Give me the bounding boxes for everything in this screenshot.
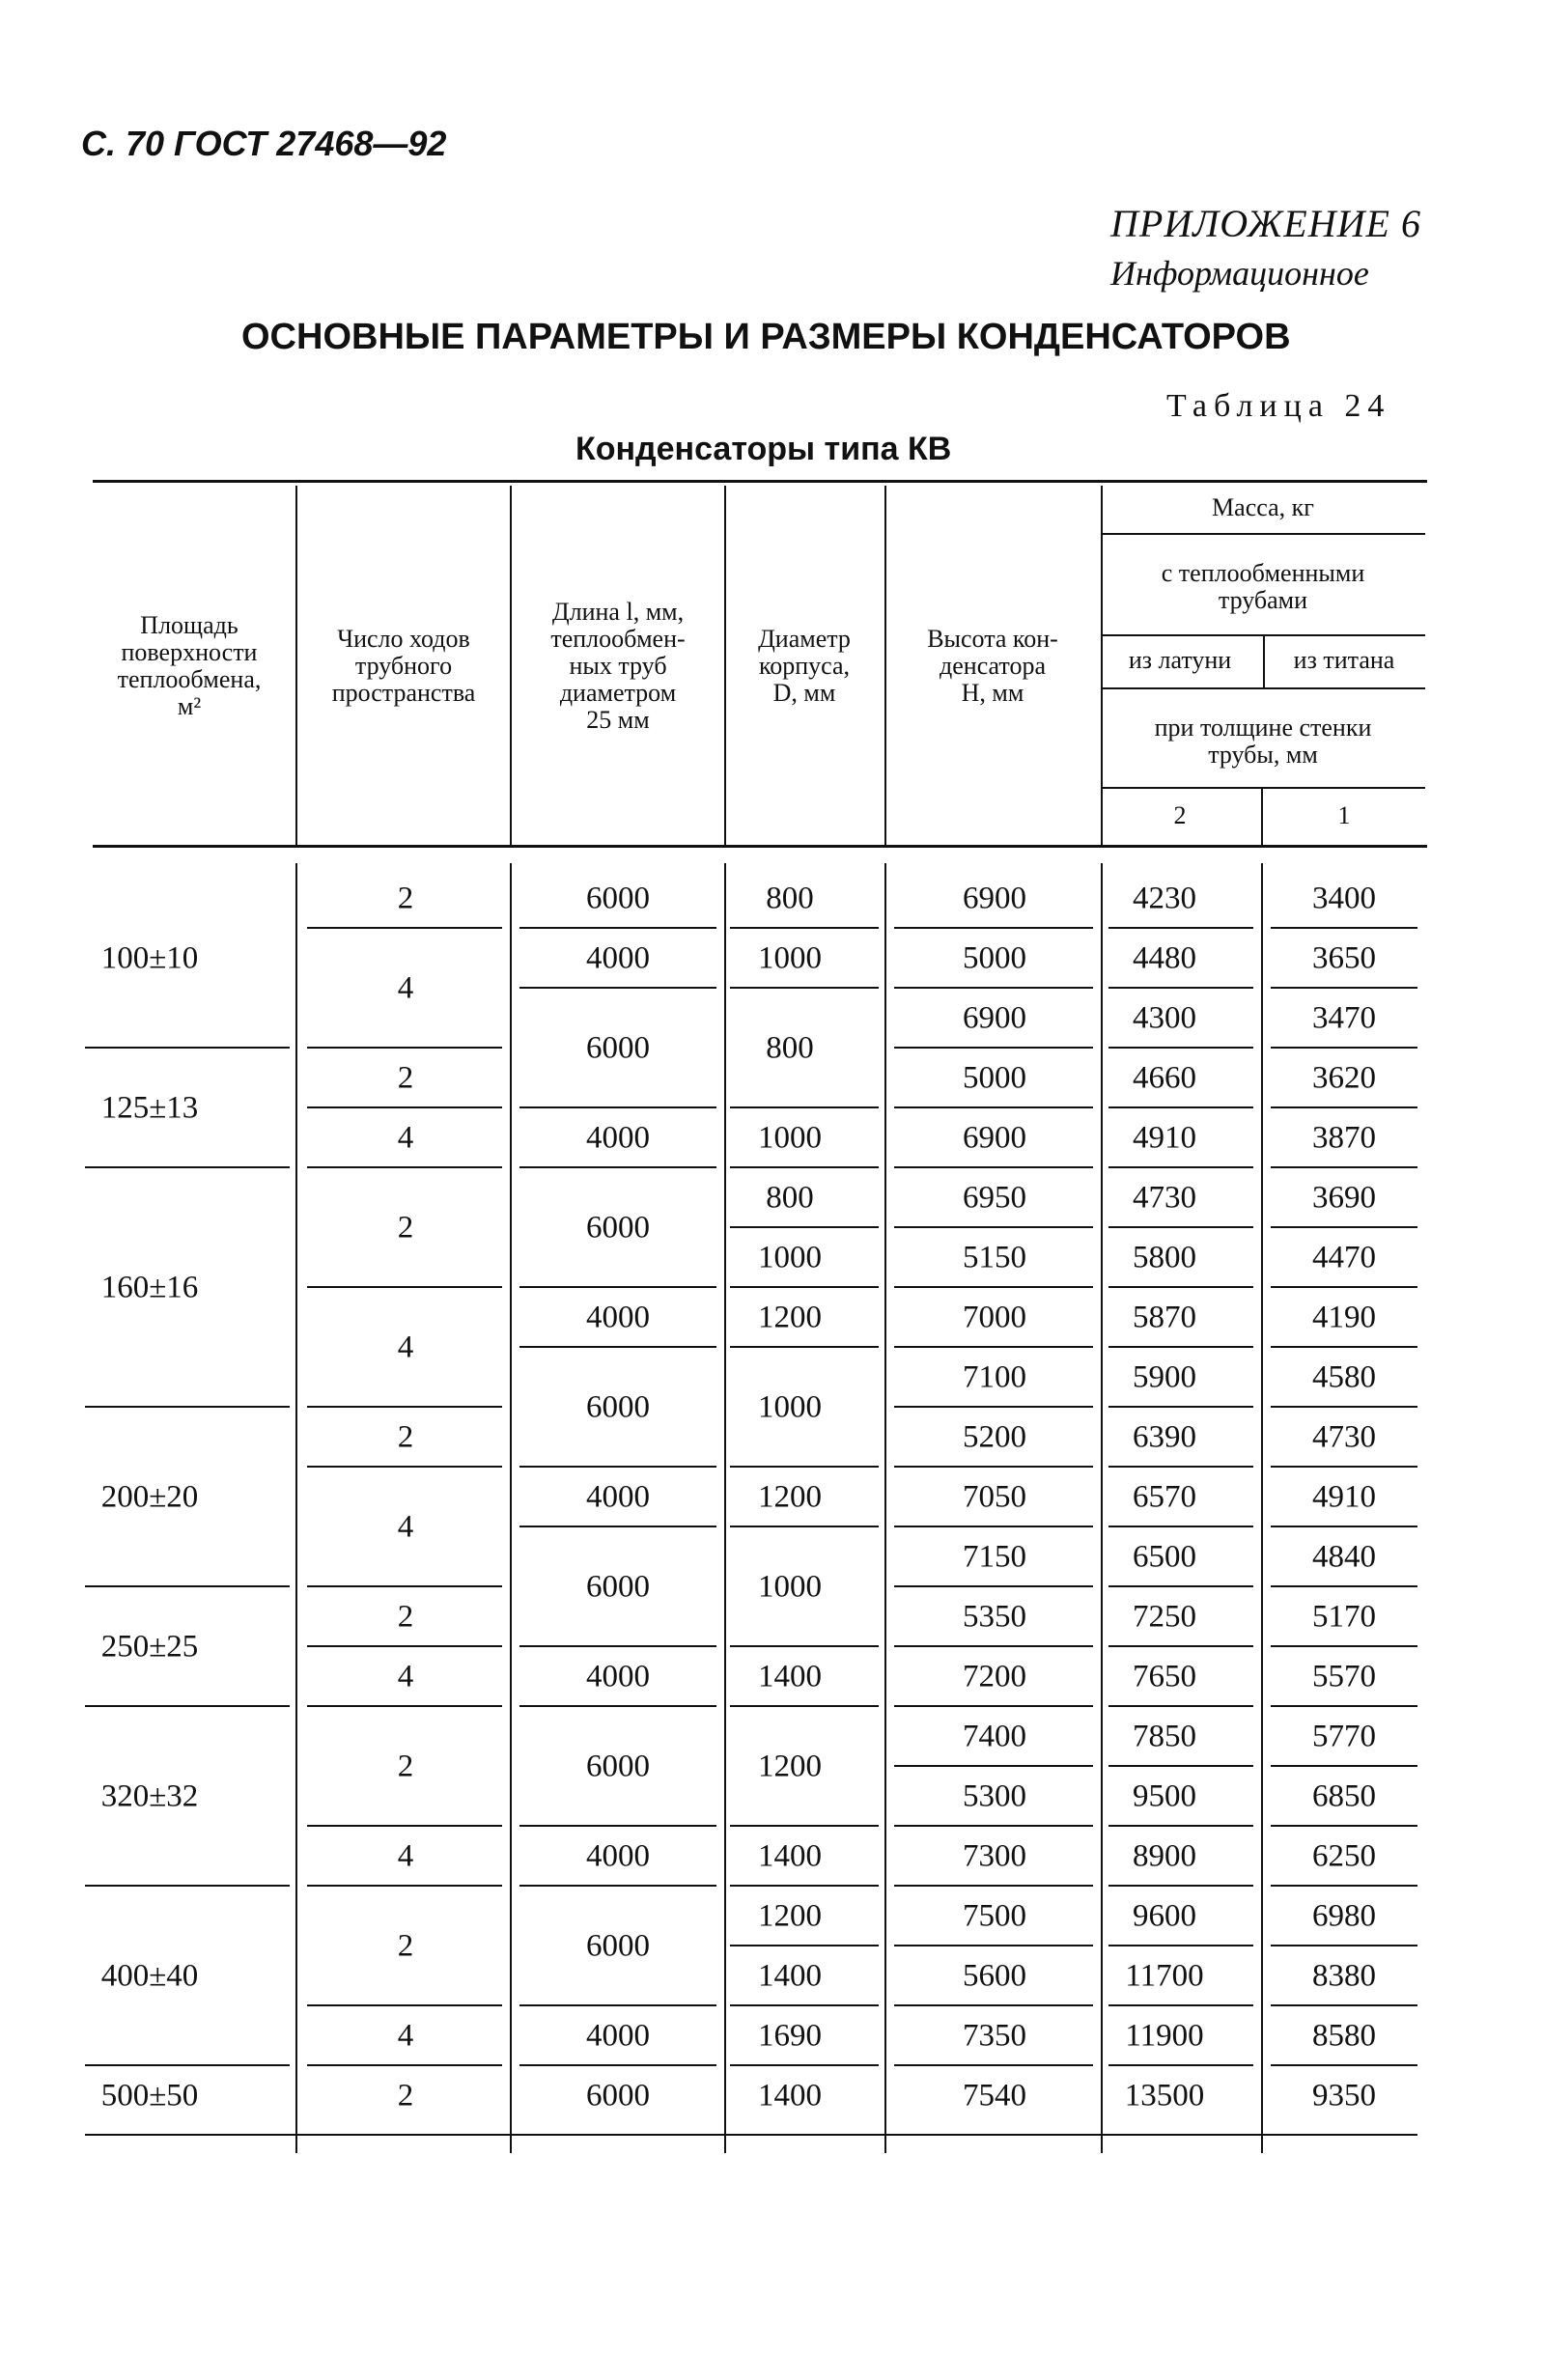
height-cell: 5150 (963, 1240, 1026, 1275)
brass-cell-rule (1108, 2064, 1253, 2066)
area-cell: 160±16 (100, 1270, 199, 1305)
length-cell-rule (519, 1286, 716, 1288)
diameter-cell: 1200 (758, 1898, 822, 1934)
passes-cell-rule (307, 927, 502, 929)
height-cell: 6900 (963, 1000, 1026, 1036)
passes-cell: 4 (397, 1659, 414, 1694)
header-vline-3 (724, 486, 726, 845)
length-cell-rule (519, 1885, 716, 1887)
height-cell-rule (894, 1047, 1093, 1049)
header-vline-2 (510, 486, 512, 845)
diameter-cell: 1400 (758, 1659, 822, 1694)
length-cell: 6000 (586, 1210, 650, 1246)
brass-cell-rule (1108, 987, 1253, 989)
length-cell: 4000 (586, 1120, 650, 1156)
height-cell: 6900 (963, 881, 1026, 916)
brass-cell: 5870 (1133, 1300, 1196, 1335)
height-cell-rule (894, 1885, 1093, 1887)
brass-cell-rule (1108, 1825, 1253, 1827)
brass-cell: 7850 (1133, 1719, 1196, 1754)
area-cell-rule (85, 1585, 290, 1587)
diameter-cell-rule (730, 1106, 879, 1108)
height-cell-rule (894, 1765, 1093, 1767)
titanium-cell: 3650 (1312, 940, 1376, 976)
diameter-cell: 1400 (758, 1958, 822, 1994)
titanium-cell: 5170 (1312, 1599, 1376, 1635)
height-cell-rule (894, 1466, 1093, 1468)
diameter-cell-rule (730, 1286, 879, 1288)
col-header-passes: Число ходов трубного пространства (331, 625, 476, 707)
passes-cell: 4 (397, 1330, 414, 1365)
brass-cell-rule (1108, 1466, 1253, 1468)
mass-header-rule (1101, 533, 1425, 535)
height-cell: 7200 (963, 1659, 1026, 1694)
length-cell: 4000 (586, 2018, 650, 2054)
diameter-cell: 1200 (758, 1749, 822, 1784)
titanium-cell: 4840 (1312, 1539, 1376, 1575)
length-cell: 4000 (586, 940, 650, 976)
height-cell-rule (894, 1945, 1093, 1946)
brass-cell: 11900 (1125, 2018, 1204, 2054)
brass-cell: 7650 (1133, 1659, 1196, 1694)
diameter-cell-rule (730, 1705, 879, 1707)
brass-cell-rule (1108, 2004, 1253, 2006)
length-cell: 4000 (586, 1479, 650, 1515)
diameter-cell-rule (730, 1945, 879, 1946)
area-cell: 200±20 (100, 1479, 199, 1515)
col-header-diameter: Диаметр корпуса, D, мм (758, 625, 851, 707)
passes-cell: 4 (397, 1838, 414, 1874)
titanium-cell-rule (1271, 1526, 1417, 1527)
appendix-label: ПРИЛОЖЕНИЕ 6 (1110, 202, 1421, 245)
body-vline-6 (1261, 863, 1263, 2153)
passes-cell: 4 (397, 970, 414, 1006)
col-header-area: Площадь поверхности теплообмена, м² (117, 611, 262, 720)
col-header-with-tubes: с теплообменными трубами (1161, 559, 1365, 614)
brass-cell-rule (1108, 1945, 1253, 1946)
height-cell: 6950 (963, 1180, 1026, 1216)
passes-cell: 4 (397, 1509, 414, 1545)
height-cell-rule (894, 1166, 1093, 1168)
length-cell: 6000 (586, 881, 650, 916)
col-header-wall-2: 2 (1173, 801, 1187, 829)
titanium-cell: 3470 (1312, 1000, 1376, 1036)
height-cell-rule (894, 1406, 1093, 1408)
brass-cell-rule (1108, 1406, 1253, 1408)
titanium-cell-rule (1271, 1406, 1417, 1408)
page-reference: С. 70 ГОСТ 27468—92 (81, 124, 447, 163)
material-rule (1101, 687, 1425, 689)
length-cell-rule (519, 1645, 716, 1647)
brass-cell-rule (1108, 1885, 1253, 1887)
titanium-cell: 6980 (1312, 1898, 1376, 1934)
passes-cell: 4 (397, 1120, 414, 1156)
passes-cell-rule (307, 1106, 502, 1108)
length-cell: 4000 (586, 1838, 650, 1874)
height-cell: 5600 (963, 1958, 1026, 1994)
diameter-cell-rule (730, 1885, 879, 1887)
brass-cell: 4910 (1133, 1120, 1196, 1156)
height-cell: 7050 (963, 1479, 1026, 1515)
height-cell: 7100 (963, 1359, 1026, 1395)
titanium-cell: 8580 (1312, 2018, 1376, 2054)
titanium-cell: 5570 (1312, 1659, 1376, 1694)
col-header-wall-1: 1 (1337, 801, 1351, 829)
passes-cell: 2 (397, 1928, 414, 1964)
passes-cell: 2 (397, 1419, 414, 1455)
area-cell: 125±13 (100, 1090, 199, 1126)
area-cell: 400±40 (100, 1958, 199, 1994)
length-cell: 4000 (586, 1300, 650, 1335)
header-vline-1 (295, 486, 297, 845)
diameter-cell-rule (730, 1466, 879, 1468)
brass-cell: 4660 (1133, 1060, 1196, 1096)
col-header-length: Длина l, мм, теплообмен- ных труб диаметром 25 мм (550, 598, 686, 734)
passes-cell-rule (307, 1645, 502, 1647)
brass-cell: 6500 (1133, 1539, 1196, 1575)
titanium-cell: 3400 (1312, 881, 1376, 916)
body-vline-4 (884, 863, 886, 2153)
height-cell-rule (894, 1346, 1093, 1348)
diameter-cell: 1200 (758, 1300, 822, 1335)
length-cell: 6000 (586, 1569, 650, 1605)
passes-cell-rule (307, 1047, 502, 1049)
length-cell: 4000 (586, 1659, 650, 1694)
brass-cell: 4730 (1133, 1180, 1196, 1216)
height-cell-rule (894, 1286, 1093, 1288)
length-cell: 6000 (586, 1389, 650, 1425)
titanium-cell: 5770 (1312, 1719, 1376, 1754)
titanium-cell: 6250 (1312, 1838, 1376, 1874)
area-cell: 250±25 (100, 1629, 199, 1665)
col-header-mass: Масса, кг (1212, 493, 1314, 521)
titanium-cell-rule (1271, 2004, 1417, 2006)
brass-cell: 4300 (1133, 1000, 1196, 1036)
height-cell-rule (894, 1585, 1093, 1587)
area-cell-rule (85, 1166, 290, 1168)
height-cell-rule (894, 1825, 1093, 1827)
titanium-cell-rule (1271, 1945, 1417, 1946)
height-cell-rule (894, 2064, 1093, 2066)
length-cell-rule (519, 1825, 716, 1827)
area-cell-rule (85, 1047, 290, 1049)
passes-cell-rule (307, 1885, 502, 1887)
brass-cell-rule (1108, 1585, 1253, 1587)
table-label: Таблица 24 (1166, 388, 1391, 424)
titanium-cell-rule (1271, 1825, 1417, 1827)
length-cell-rule (519, 987, 716, 989)
body-vline-1 (295, 863, 297, 2153)
height-cell-rule (894, 1226, 1093, 1228)
diameter-cell-rule (730, 1226, 879, 1228)
height-cell: 7350 (963, 2018, 1026, 2054)
passes-cell-rule (307, 2004, 502, 2006)
height-cell: 7300 (963, 1838, 1026, 1874)
diameter-cell: 800 (766, 1180, 814, 1216)
passes-cell: 4 (397, 2018, 414, 2054)
brass-cell-rule (1108, 1286, 1253, 1288)
titanium-cell-rule (1271, 927, 1417, 929)
col-header-height: Высота кон- денсатора H, мм (927, 625, 1058, 707)
area-cell-rule (85, 1406, 290, 1408)
diameter-cell: 1690 (758, 2018, 822, 2054)
height-cell: 5000 (963, 1060, 1026, 1096)
header-bottom-rule (93, 845, 1427, 848)
table-top-rule (93, 480, 1427, 483)
diameter-cell: 1400 (758, 1838, 822, 1874)
passes-cell-rule (307, 1466, 502, 1468)
length-cell-rule (519, 1466, 716, 1468)
area-cell: 100±10 (100, 940, 199, 976)
length-cell-rule (519, 1526, 716, 1527)
titanium-cell-rule (1271, 1466, 1417, 1468)
brass-cell-rule (1108, 1106, 1253, 1108)
diameter-cell: 1200 (758, 1479, 822, 1515)
length-cell: 6000 (586, 1030, 650, 1066)
area-cell-rule (85, 1885, 290, 1887)
col-header-titanium: из титана (1293, 646, 1395, 674)
diameter-cell: 1000 (758, 1120, 822, 1156)
diameter-cell-rule (730, 987, 879, 989)
brass-cell: 6390 (1133, 1419, 1196, 1455)
length-cell: 6000 (586, 1928, 650, 1964)
table-bottom-rule (85, 2134, 1417, 2136)
diameter-cell: 1000 (758, 1569, 822, 1605)
passes-cell: 2 (397, 1210, 414, 1246)
length-cell-rule (519, 1346, 716, 1348)
brass-cell-rule (1108, 1226, 1253, 1228)
passes-cell: 2 (397, 881, 414, 916)
titanium-cell-rule (1271, 1585, 1417, 1587)
height-cell-rule (894, 2004, 1093, 2006)
diameter-cell-rule (730, 927, 879, 929)
body-vline-5 (1101, 863, 1103, 2153)
titanium-cell: 4190 (1312, 1300, 1376, 1335)
body-vline-2 (510, 863, 512, 2153)
area-cell: 500±50 (100, 2078, 199, 2114)
titanium-cell: 4470 (1312, 1240, 1376, 1275)
brass-cell-rule (1108, 1645, 1253, 1647)
diameter-cell-rule (730, 1526, 879, 1527)
passes-cell: 2 (397, 2078, 414, 2114)
diameter-cell-rule (730, 1645, 879, 1647)
header-vline-thickness (1261, 787, 1263, 845)
length-cell-rule (519, 2004, 716, 2006)
length-cell-rule (519, 1106, 716, 1108)
passes-cell: 2 (397, 1749, 414, 1784)
brass-cell-rule (1108, 927, 1253, 929)
titanium-cell-rule (1271, 1226, 1417, 1228)
brass-cell: 4480 (1133, 940, 1196, 976)
titanium-cell-rule (1271, 1047, 1417, 1049)
height-cell-rule (894, 1645, 1093, 1647)
titanium-cell-rule (1271, 1346, 1417, 1348)
height-cell: 5200 (963, 1419, 1026, 1455)
brass-cell-rule (1108, 1047, 1253, 1049)
height-cell-rule (894, 1526, 1093, 1527)
height-cell: 7400 (963, 1719, 1026, 1754)
table-title: Конденсаторы типа КВ (575, 431, 952, 467)
titanium-cell: 4910 (1312, 1479, 1376, 1515)
height-cell: 7150 (963, 1539, 1026, 1575)
col-header-brass: из латуни (1128, 646, 1232, 674)
header-vline-5 (1101, 486, 1103, 845)
titanium-cell-rule (1271, 2064, 1417, 2066)
brass-cell-rule (1108, 1346, 1253, 1348)
diameter-cell: 800 (766, 881, 814, 916)
titanium-cell-rule (1271, 1286, 1417, 1288)
header-vline-4 (884, 486, 886, 845)
titanium-cell-rule (1271, 1645, 1417, 1647)
titanium-cell: 3870 (1312, 1120, 1376, 1156)
area-cell-rule (85, 1705, 290, 1707)
height-cell-rule (894, 927, 1093, 929)
passes-cell-rule (307, 1825, 502, 1827)
titanium-cell: 3620 (1312, 1060, 1376, 1096)
length-cell-rule (519, 1705, 716, 1707)
height-cell: 5300 (963, 1778, 1026, 1814)
height-cell: 7500 (963, 1898, 1026, 1934)
titanium-cell-rule (1271, 987, 1417, 989)
brass-cell-rule (1108, 1705, 1253, 1707)
titanium-cell: 4730 (1312, 1419, 1376, 1455)
length-cell-rule (519, 927, 716, 929)
titanium-cell-rule (1271, 1705, 1417, 1707)
height-cell: 6900 (963, 1120, 1026, 1156)
titanium-cell: 6850 (1312, 1778, 1376, 1814)
passes-cell-rule (307, 1286, 502, 1288)
diameter-cell-rule (730, 2004, 879, 2006)
height-cell-rule (894, 987, 1093, 989)
brass-cell: 9500 (1133, 1778, 1196, 1814)
passes-cell: 2 (397, 1599, 414, 1635)
height-cell-rule (894, 1705, 1093, 1707)
diameter-cell-rule (730, 1166, 879, 1168)
brass-cell: 4230 (1133, 881, 1196, 916)
brass-cell: 6570 (1133, 1479, 1196, 1515)
diameter-cell-rule (730, 1825, 879, 1827)
body-vline-3 (724, 863, 726, 2153)
brass-cell: 8900 (1133, 1838, 1196, 1874)
titanium-cell-rule (1271, 1106, 1417, 1108)
titanium-cell-rule (1271, 1166, 1417, 1168)
diameter-cell-rule (730, 1346, 879, 1348)
brass-cell: 11700 (1125, 1958, 1204, 1994)
passes-cell: 2 (397, 1060, 414, 1096)
titanium-cell-rule (1271, 1885, 1417, 1887)
area-cell: 320±32 (100, 1778, 199, 1814)
brass-cell-rule (1108, 1765, 1253, 1767)
diameter-cell: 800 (766, 1030, 814, 1066)
passes-cell-rule (307, 1406, 502, 1408)
length-cell: 6000 (586, 2078, 650, 2114)
titanium-cell: 9350 (1312, 2078, 1376, 2114)
brass-cell: 13500 (1124, 2078, 1205, 2114)
titanium-cell-rule (1271, 1765, 1417, 1767)
titanium-cell: 4580 (1312, 1359, 1376, 1395)
passes-cell-rule (307, 2064, 502, 2066)
brass-cell: 5800 (1133, 1240, 1196, 1275)
titanium-cell: 3690 (1312, 1180, 1376, 1216)
appendix-type: Информационное (1110, 254, 1369, 293)
titanium-cell: 8380 (1312, 1958, 1376, 1994)
length-cell: 6000 (586, 1749, 650, 1784)
col-header-wall-thickness: при толщине стенки трубы, мм (1154, 714, 1372, 769)
brass-cell: 9600 (1133, 1898, 1196, 1934)
diameter-cell: 1400 (758, 2078, 822, 2114)
brass-cell-rule (1108, 1526, 1253, 1527)
area-cell-rule (85, 2064, 290, 2066)
length-cell-rule (519, 2064, 716, 2066)
height-cell: 5350 (963, 1599, 1026, 1635)
diameter-cell: 1000 (758, 940, 822, 976)
height-cell: 7000 (963, 1300, 1026, 1335)
diameter-cell: 1000 (758, 1240, 822, 1275)
brass-cell-rule (1108, 1166, 1253, 1168)
height-cell: 7540 (963, 2078, 1026, 2114)
height-cell: 5000 (963, 940, 1026, 976)
thickness-rule (1101, 787, 1425, 789)
diameter-cell-rule (730, 2064, 879, 2066)
diameter-cell: 1000 (758, 1389, 822, 1425)
brass-cell: 5900 (1133, 1359, 1196, 1395)
length-cell-rule (519, 1166, 716, 1168)
document-title: ОСНОВНЫЕ ПАРАМЕТРЫ И РАЗМЕРЫ КОНДЕНСАТОРОВ (241, 317, 1291, 357)
header-vline-material (1263, 634, 1265, 687)
brass-cell: 7250 (1133, 1599, 1196, 1635)
passes-cell-rule (307, 1166, 502, 1168)
height-cell-rule (894, 1106, 1093, 1108)
passes-cell-rule (307, 1705, 502, 1707)
passes-cell-rule (307, 1585, 502, 1587)
